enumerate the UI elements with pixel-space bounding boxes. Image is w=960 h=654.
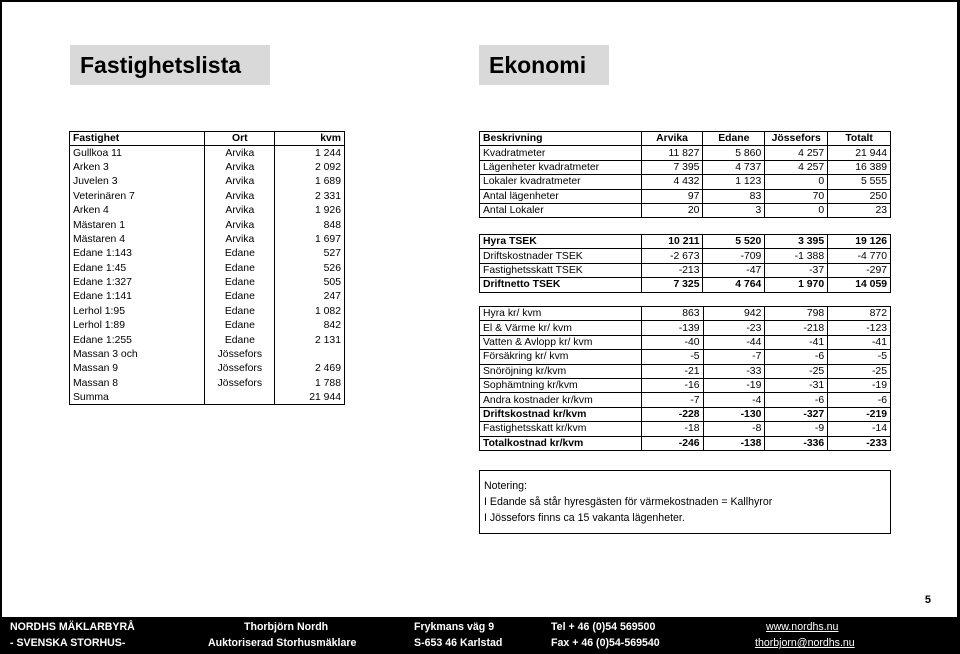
economy-cell: -23 (703, 321, 765, 335)
property-cell: Lerhol 1:95 (70, 304, 205, 318)
economy-cell: Driftnetto TSEK (480, 278, 642, 292)
economy-row (480, 407, 891, 421)
economy-cell: -14 (828, 422, 891, 436)
property-cell: Edane (205, 275, 275, 289)
economy-cell: Antal Lokaler (480, 203, 642, 217)
property-header-cell: Fastighet (70, 132, 205, 146)
property-cell: Veterinären 7 (70, 189, 205, 203)
property-row (70, 362, 345, 376)
property-cell: 848 (275, 218, 345, 232)
property-cell: 1 788 (275, 376, 345, 390)
economy-cell: -44 (703, 335, 765, 349)
property-cell: Mästaren 4 (70, 232, 205, 246)
economy-cell: -5 (828, 350, 891, 364)
economy-cell: -8 (703, 422, 765, 436)
economy-cell: -139 (641, 321, 703, 335)
document-page (2, 2, 957, 617)
property-cell: 527 (275, 247, 345, 261)
footer-role: Auktoriserad Storhusmäklare (208, 637, 357, 649)
economy-cell: -709 (703, 249, 765, 263)
economy-cell: -327 (765, 407, 828, 421)
economy-cell: Lägenheter kvadratmeter (480, 160, 642, 174)
economy-cell: -130 (703, 407, 765, 421)
economy-header-cell: Arvika (641, 132, 703, 146)
footer-fax: Fax + 46 (0)54-569540 (551, 637, 660, 649)
property-row (70, 232, 345, 246)
note-line-2: I Jössefors finns ca 15 vakanta lägenheter. (484, 512, 685, 524)
economy-header-cell: Beskrivning (480, 132, 642, 146)
property-cell: 1 926 (275, 203, 345, 217)
footer-street: Frykmans väg 9 (414, 621, 495, 633)
property-cell: 2 092 (275, 160, 345, 174)
economy-cell: Driftskostnad kr/kvm (480, 407, 642, 421)
property-header-cell: kvm (275, 132, 345, 146)
property-cell: 526 (275, 261, 345, 275)
economy-cell: 4 432 (641, 175, 703, 189)
property-cell: Edane (205, 261, 275, 275)
economy-row (480, 350, 891, 364)
economy-cell: -2 673 (641, 249, 703, 263)
economy-header-cell: Jössefors (765, 132, 828, 146)
property-cell: 505 (275, 275, 345, 289)
property-cell: Summa (70, 391, 205, 405)
economy-cell: -1 388 (765, 249, 828, 263)
economy-cell: -6 (828, 393, 891, 407)
property-cell: Edane (205, 247, 275, 261)
economy-cell: -219 (828, 407, 891, 421)
property-row (70, 376, 345, 390)
footer-person: Thorbjörn Nordh (244, 621, 329, 633)
economy-cost-table (479, 306, 891, 451)
economy-cell: 20 (641, 203, 703, 217)
economy-cell: Snöröjning kr/kvm (480, 364, 642, 378)
property-cell: Edane 1:143 (70, 247, 205, 261)
footer-bar (0, 617, 960, 654)
property-table (69, 131, 345, 405)
economy-cell: -6 (765, 350, 828, 364)
property-row (70, 146, 345, 160)
property-cell: Edane (205, 290, 275, 304)
property-cell: Massan 9 (70, 362, 205, 376)
economy-cell: 5 860 (703, 146, 765, 160)
property-cell: Arvika (205, 232, 275, 246)
economy-cell: 872 (828, 307, 891, 321)
property-cell: Arken 4 (70, 203, 205, 217)
property-cell: Arvika (205, 175, 275, 189)
economy-cell: -41 (828, 335, 891, 349)
economy-cell: -40 (641, 335, 703, 349)
footer-city: S-653 46 Karlstad (414, 637, 503, 649)
economy-cell: Antal lägenheter (480, 189, 642, 203)
property-row (70, 189, 345, 203)
economy-cell: 4 257 (765, 160, 828, 174)
economy-cell: 863 (641, 307, 703, 321)
footer-company-subtitle: - SVENSKA STORHUS- (10, 637, 126, 649)
economy-row (480, 203, 891, 217)
economy-row (480, 307, 891, 321)
property-row (70, 160, 345, 174)
property-cell: Jössefors (205, 362, 275, 376)
economy-cell: -9 (765, 422, 828, 436)
property-cell: Massan 3 och (70, 347, 205, 361)
property-cell: Edane (205, 333, 275, 347)
economy-row (480, 249, 891, 263)
property-row (70, 275, 345, 289)
economy-header-cell: Edane (703, 132, 765, 146)
property-header-cell: Ort (205, 132, 275, 146)
property-cell: Edane 1:45 (70, 261, 205, 275)
economy-cell: 97 (641, 189, 703, 203)
economy-cell: -246 (641, 436, 703, 450)
economy-cell: -228 (641, 407, 703, 421)
property-cell: Arvika (205, 160, 275, 174)
economy-cell: 4 764 (703, 278, 765, 292)
economy-cell: 3 (703, 203, 765, 217)
note-heading: Notering: (484, 480, 527, 492)
economy-cell: -218 (765, 321, 828, 335)
property-row (70, 304, 345, 318)
economy-cell: 10 211 (641, 235, 703, 249)
property-cell: 247 (275, 290, 345, 304)
economy-cell: 798 (765, 307, 828, 321)
economy-cell: Lokaler kvadratmeter (480, 175, 642, 189)
economy-income-table (479, 234, 891, 293)
economy-cell: 942 (703, 307, 765, 321)
economy-cell: Försäkring kr/ kvm (480, 350, 642, 364)
property-cell: Arvika (205, 203, 275, 217)
economy-row (480, 364, 891, 378)
economy-cell: 23 (828, 203, 891, 217)
property-cell: Arvika (205, 218, 275, 232)
economy-cell: -16 (641, 378, 703, 392)
economy-row (480, 263, 891, 277)
economy-cell: -123 (828, 321, 891, 335)
property-cell: Arvika (205, 146, 275, 160)
property-cell: Arvika (205, 189, 275, 203)
property-cell: Gullkoa 11 (70, 146, 205, 160)
economy-cell: 1 970 (765, 278, 828, 292)
property-cell: 1 244 (275, 146, 345, 160)
economy-cell: 19 126 (828, 235, 891, 249)
property-cell: Edane 1:141 (70, 290, 205, 304)
property-row (70, 261, 345, 275)
footer-phone: Tel + 46 (0)54 569500 (551, 621, 656, 633)
economy-cell: 7 395 (641, 160, 703, 174)
property-row (70, 333, 345, 347)
property-row (70, 391, 345, 405)
property-cell: Edane 1:327 (70, 275, 205, 289)
property-cell (275, 347, 345, 361)
economy-row (480, 378, 891, 392)
economy-cell: -7 (641, 393, 703, 407)
economy-row (480, 160, 891, 174)
economy-cell: 5 555 (828, 175, 891, 189)
economy-row (480, 189, 891, 203)
economy-cell: -25 (828, 364, 891, 378)
property-cell: 2 131 (275, 333, 345, 347)
property-row (70, 347, 345, 361)
economy-cell: -47 (703, 263, 765, 277)
property-header-row (70, 132, 345, 146)
economy-row (480, 335, 891, 349)
economy-cell: -138 (703, 436, 765, 450)
economy-cell: 3 395 (765, 235, 828, 249)
economy-cell: 250 (828, 189, 891, 203)
economy-cell: -7 (703, 350, 765, 364)
economy-cell: -41 (765, 335, 828, 349)
economy-cell: -233 (828, 436, 891, 450)
economy-cell: -6 (765, 393, 828, 407)
property-row (70, 319, 345, 333)
property-row (70, 203, 345, 217)
economy-cell: -19 (703, 378, 765, 392)
economy-row (480, 278, 891, 292)
property-row (70, 175, 345, 189)
economy-cell: Andra kostnader kr/kvm (480, 393, 642, 407)
economy-cell: -18 (641, 422, 703, 436)
footer-email-link[interactable]: thorbjorn@nordhs.nu (755, 637, 855, 649)
economy-cell: -31 (765, 378, 828, 392)
note-line-1: I Edande så står hyresgästen för värmekostnaden = Kallhyror (484, 496, 773, 508)
property-cell: Juvelen 3 (70, 175, 205, 189)
economy-row (480, 321, 891, 335)
economy-header-row (480, 132, 891, 146)
economy-cell: 4 257 (765, 146, 828, 160)
property-row (70, 290, 345, 304)
page-number: 5 (924, 594, 931, 606)
economy-cell: Hyra TSEK (480, 235, 642, 249)
economy-cell: -4 (703, 393, 765, 407)
economy-row (480, 146, 891, 160)
economy-cell: Fastighetsskatt kr/kvm (480, 422, 642, 436)
property-cell: Massan 8 (70, 376, 205, 390)
economy-cell: 4 737 (703, 160, 765, 174)
property-cell: Jössefors (205, 347, 275, 361)
economy-cell: -336 (765, 436, 828, 450)
property-cell (205, 391, 275, 405)
economy-row (480, 235, 891, 249)
property-cell: Edane (205, 304, 275, 318)
property-cell: Edane (205, 319, 275, 333)
property-cell: Arken 3 (70, 160, 205, 174)
economy-cell: Sophämtning kr/kvm (480, 378, 642, 392)
economy-cell: Hyra kr/ kvm (480, 307, 642, 321)
economy-cell: -19 (828, 378, 891, 392)
economy-row (480, 393, 891, 407)
economy-cell: 0 (765, 203, 828, 217)
economy-header-cell: Totalt (828, 132, 891, 146)
economy-cell: -4 770 (828, 249, 891, 263)
economy-cell: 21 944 (828, 146, 891, 160)
economy-cell: 83 (703, 189, 765, 203)
economy-cell: Totalkostnad kr/kvm (480, 436, 642, 450)
economy-cell: -25 (765, 364, 828, 378)
property-cell: 2 469 (275, 362, 345, 376)
economy-cell: 14 059 (828, 278, 891, 292)
title-fastighetslista: Fastighetslista (70, 45, 270, 85)
economy-row (480, 436, 891, 450)
footer-company-name: NORDHS MÄKLARBYRÅ (10, 621, 135, 633)
economy-cell: 11 827 (641, 146, 703, 160)
economy-cell: -33 (703, 364, 765, 378)
note-box (479, 470, 891, 534)
property-cell: Jössefors (205, 376, 275, 390)
property-cell: 1 697 (275, 232, 345, 246)
economy-cell: -213 (641, 263, 703, 277)
economy-cell: 1 123 (703, 175, 765, 189)
economy-row (480, 422, 891, 436)
property-cell: 842 (275, 319, 345, 333)
property-row (70, 218, 345, 232)
economy-row (480, 175, 891, 189)
property-cell: Mästaren 1 (70, 218, 205, 232)
economy-cell: -37 (765, 263, 828, 277)
economy-cell: 0 (765, 175, 828, 189)
economy-cell: El & Värme kr/ kvm (480, 321, 642, 335)
economy-cell: Kvadratmeter (480, 146, 642, 160)
economy-cell: -297 (828, 263, 891, 277)
economy-cell: 7 325 (641, 278, 703, 292)
property-row (70, 247, 345, 261)
economy-area-table (479, 131, 891, 218)
economy-cell: Driftskostnader TSEK (480, 249, 642, 263)
property-cell: 2 331 (275, 189, 345, 203)
economy-cell: 5 520 (703, 235, 765, 249)
property-cell: 21 944 (275, 391, 345, 405)
economy-cell: -21 (641, 364, 703, 378)
economy-cell: -5 (641, 350, 703, 364)
property-cell: 1 082 (275, 304, 345, 318)
economy-cell: 16 389 (828, 160, 891, 174)
economy-cell: Fastighetsskatt TSEK (480, 263, 642, 277)
economy-cell: 70 (765, 189, 828, 203)
property-cell: Lerhol 1:89 (70, 319, 205, 333)
footer-website-link[interactable]: www.nordhs.nu (766, 621, 839, 633)
title-ekonomi: Ekonomi (479, 45, 609, 85)
property-cell: Edane 1:255 (70, 333, 205, 347)
economy-cell: Vatten & Avlopp kr/ kvm (480, 335, 642, 349)
property-cell: 1 689 (275, 175, 345, 189)
